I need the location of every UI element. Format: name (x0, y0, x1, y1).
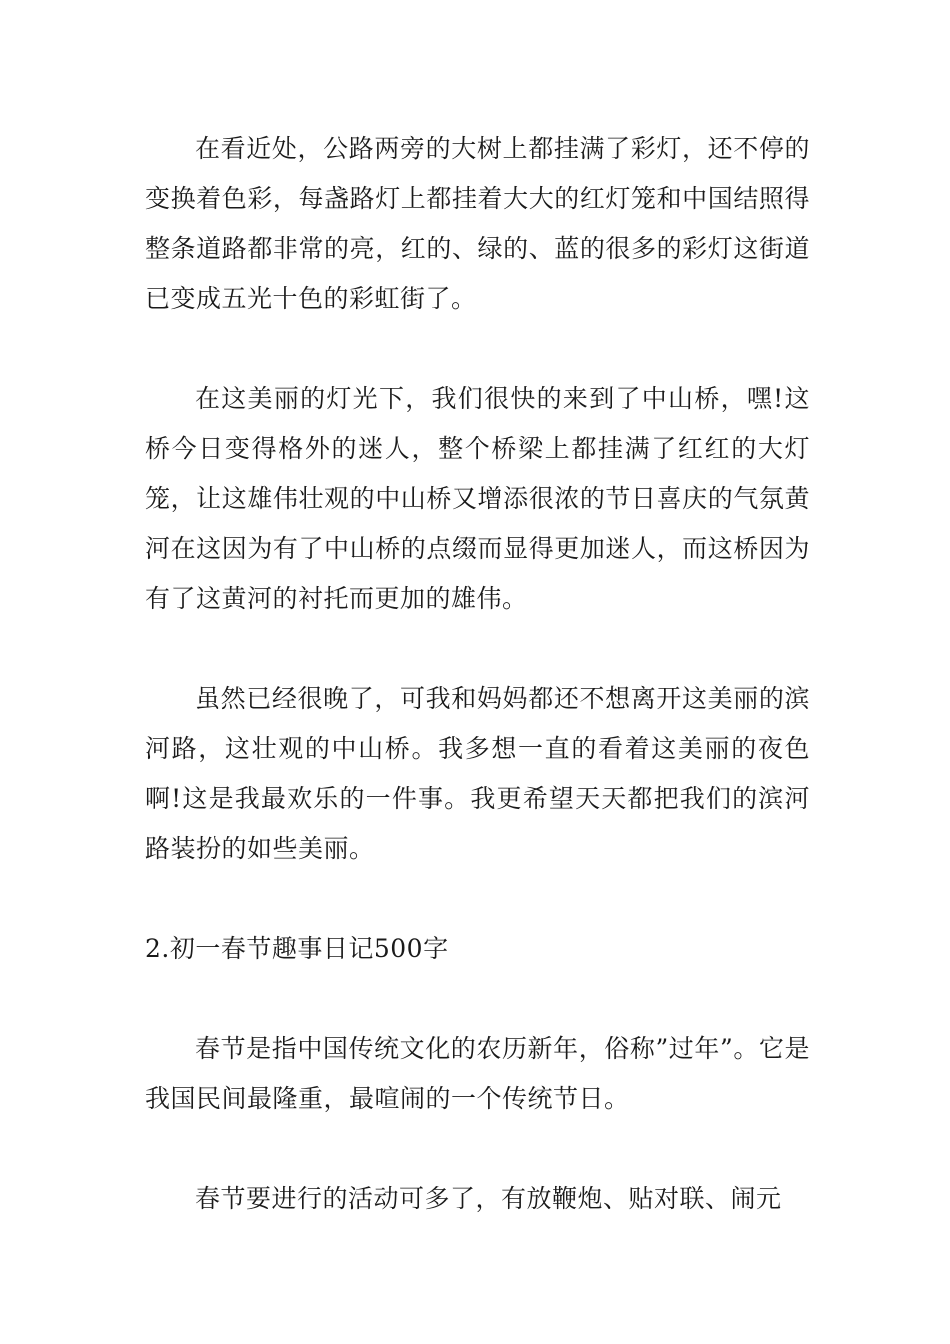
paragraph-riverside-road: 虽然已经很晚了，可我和妈妈都还不想离开这美丽的滨河路，这壮观的中山桥。我多想一直的看着这美丽的夜色啊!这是我最欢乐的一件事。我更希望天天都把我们的滨河路装扮的如些美丽。 (145, 684, 810, 863)
paragraph-zhongshan-bridge: 在这美丽的灯光下，我们很快的来到了中山桥，嘿!这桥今日变得格外的迷人，整个桥梁上都挂满了红红的大灯笼，让这雄伟壮观的中山桥又增添很浓的节日喜庆的气氛黄河在这因为有了中山桥的点缀而显得更加迷人，而这桥因为有了这黄河的衬托而更加的雄伟。 (145, 384, 810, 613)
document-body (145, 124, 810, 1274)
section-heading: 2.初一春节趣事日记500字 (145, 934, 449, 963)
paragraph-spring-festival-intro: 春节是指中国传统文化的农历新年，俗称”过年”。它是我国民间最隆重，最喧闹的一个传统节日。 (145, 1034, 810, 1113)
paragraph-spring-festival-activities: 春节要进行的活动可多了，有放鞭炮、贴对联、闹元 (195, 1184, 782, 1213)
paragraph-street-lights: 在看近处，公路两旁的大树上都挂满了彩灯，还不停的变换着色彩，每盏路灯上都挂着大大的红灯笼和中国结照得整条道路都非常的亮，红的、绿的、蓝的很多的彩灯这街道已变成五光十色的彩虹街了。 (145, 134, 810, 313)
